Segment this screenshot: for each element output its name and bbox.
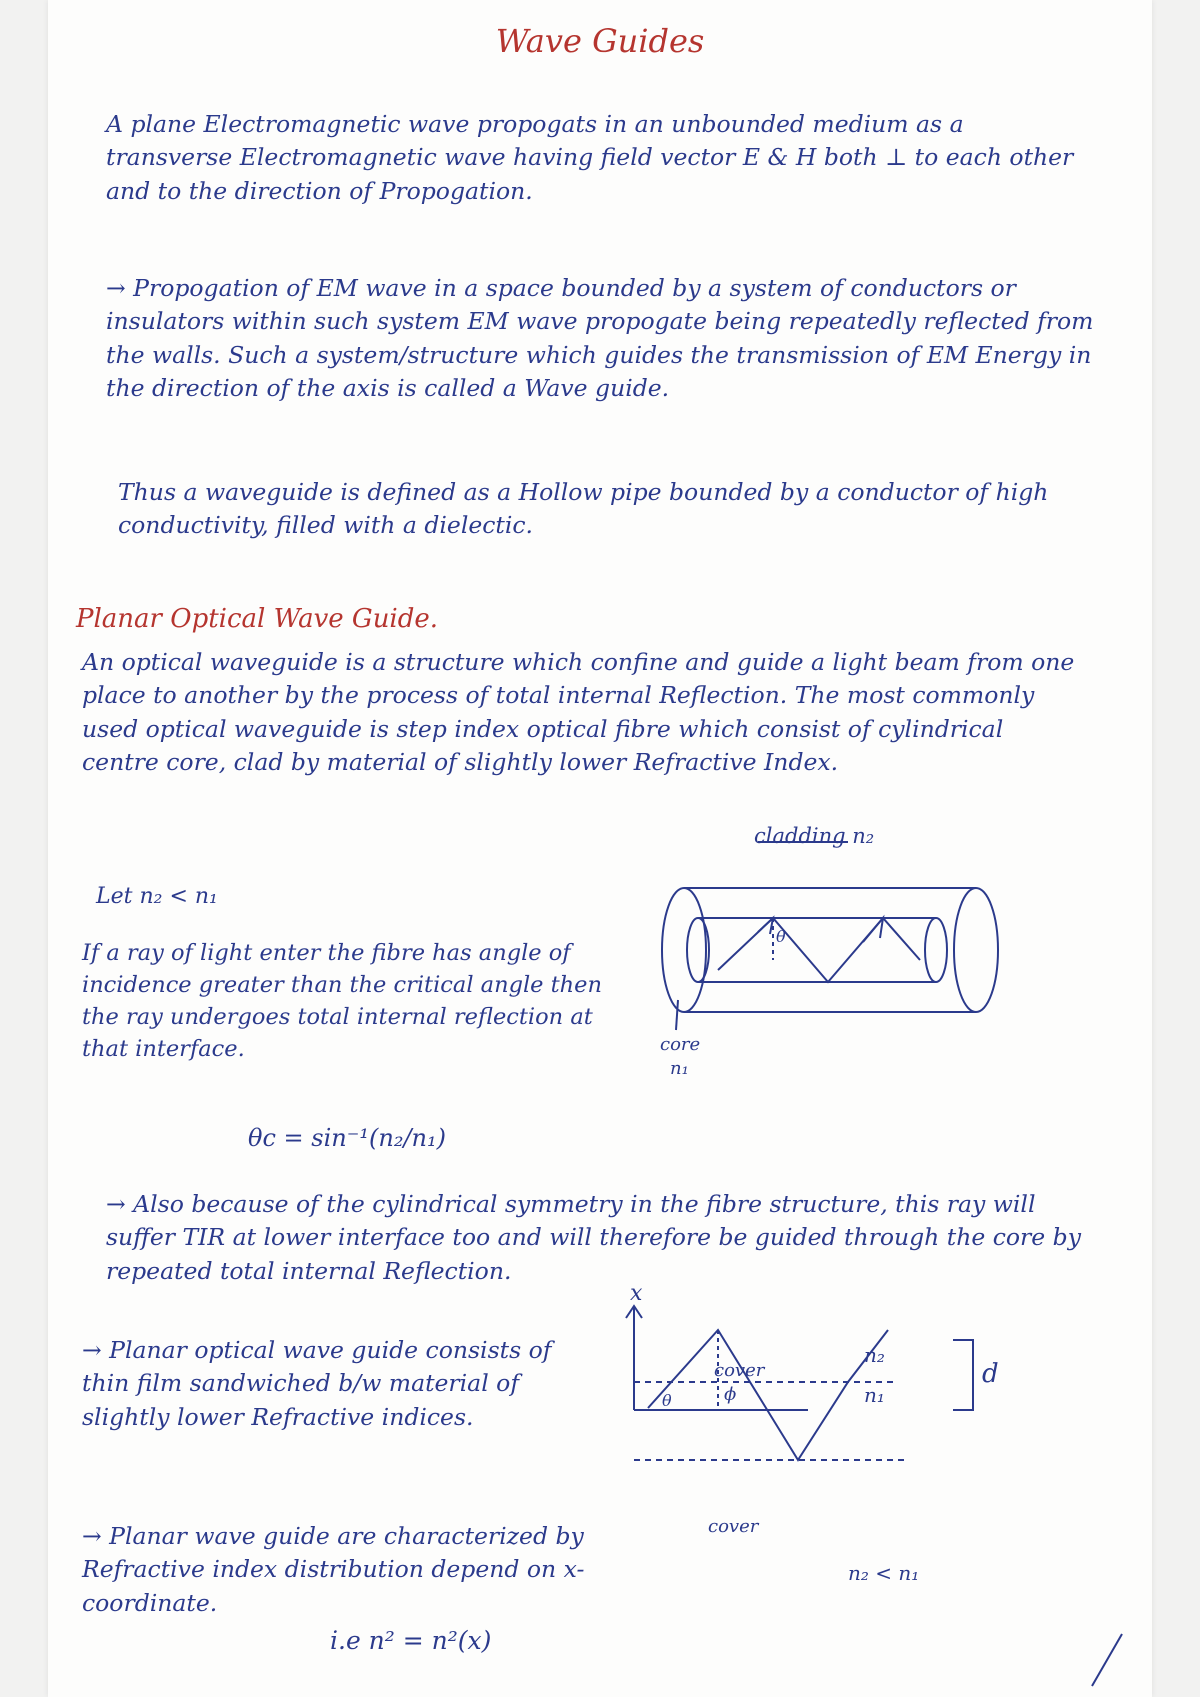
ray-paragraph: If a ray of light enter the fibre has angle of incidence greater than the critical angle then the ray undergoes total internal reflection at that interface. bbox=[82, 940, 602, 1062]
page-title: Wave Guides bbox=[495, 22, 705, 60]
core-pointer bbox=[676, 1000, 678, 1030]
core-index-label: n₁ bbox=[670, 1058, 689, 1079]
fibre-cladding-back bbox=[954, 888, 998, 1012]
critical-angle-formula: θc = sin⁻¹(n₂/n₁) bbox=[248, 1124, 446, 1152]
page-corner-mark bbox=[1088, 1630, 1128, 1690]
let-condition: Let n₂ < n₁ bbox=[96, 884, 218, 909]
axis-x-label: x bbox=[630, 1281, 643, 1306]
planar-waveguide-diagram bbox=[608, 1281, 1028, 1585]
cover-label: cover bbox=[714, 1360, 765, 1381]
n2-label: n₂ bbox=[864, 1343, 885, 1367]
fibre-cladding-front bbox=[662, 888, 706, 1012]
planar-index-paragraph: → Planar wave guide are characterized by Refractive index distribution depend on x- coordinate. bbox=[82, 1522, 585, 1617]
fibre-cladding-body bbox=[684, 888, 976, 1012]
fibre-core-body bbox=[698, 918, 936, 982]
notebook-page bbox=[48, 0, 1152, 1697]
index-equation: i.e n² = n²(x) bbox=[330, 1626, 492, 1655]
condition-label: n₂ < n₁ bbox=[848, 1561, 920, 1585]
core-label: core bbox=[660, 1034, 701, 1055]
angle-theta-label: θ bbox=[776, 927, 786, 946]
ray-arrow-2 bbox=[863, 918, 883, 942]
x-axis-arrow bbox=[626, 1306, 642, 1410]
intro-paragraph: A plane Electromagnetic wave propogats in an unbounded medium as a transverse Electromagnetic wave having field vector E & H both ⊥ to each other and to the direction of Propogation. bbox=[106, 110, 1074, 205]
phi-label: ϕ bbox=[724, 1384, 737, 1405]
fibre-core-back bbox=[925, 918, 947, 982]
theta-label: θ bbox=[662, 1391, 672, 1410]
light-ray bbox=[718, 918, 920, 982]
planar-waveguide-paragraph: → Planar optical wave guide consists of thin film sandwiched b/w material of slightly lower Refractive indices. bbox=[82, 1336, 552, 1431]
n1-label: n₁ bbox=[864, 1383, 885, 1407]
section-paragraph: An optical waveguide is a structure which confine and guide a light beam from one place to another by the process of total internal Reflection. The most commonly used optical waveguide is step index optical fibre which consist of cylindrical centre core, clad by material of slightly lower Refractive Index. bbox=[82, 648, 1075, 777]
ray-arrow-1 bbox=[758, 918, 773, 934]
point-waveguide-definition: Thus a waveguide is defined as a Hollow pipe bounded by a conductor of high conductivity, filled with a dielectic. bbox=[118, 478, 1049, 540]
cladding-label: cladding n₂ bbox=[754, 824, 875, 848]
bottom-cover-label: cover bbox=[708, 1516, 759, 1537]
tir-paragraph: → Also because of the cylindrical symmetry in the fibre structure, this ray will suffer TIR at lower interface too and will therefore be guided through the core by repeated total internal Reflection. bbox=[106, 1190, 1081, 1285]
optical-fibre-diagram bbox=[658, 850, 1058, 1050]
zigzag-ray bbox=[648, 1330, 888, 1460]
section-heading: Planar Optical Wave Guide. bbox=[76, 604, 439, 634]
point-waveguide-propagation: → Propogation of EM wave in a space bounded by a system of conductors or insulators within such system EM wave propogate being repeatedly reflected from the walls. Such a system/structure which guides the transmission of EM Energy in the direction of the axis is called a Wave guide. bbox=[106, 274, 1094, 403]
d-label: d bbox=[982, 1359, 999, 1389]
d-bracket bbox=[953, 1340, 973, 1410]
